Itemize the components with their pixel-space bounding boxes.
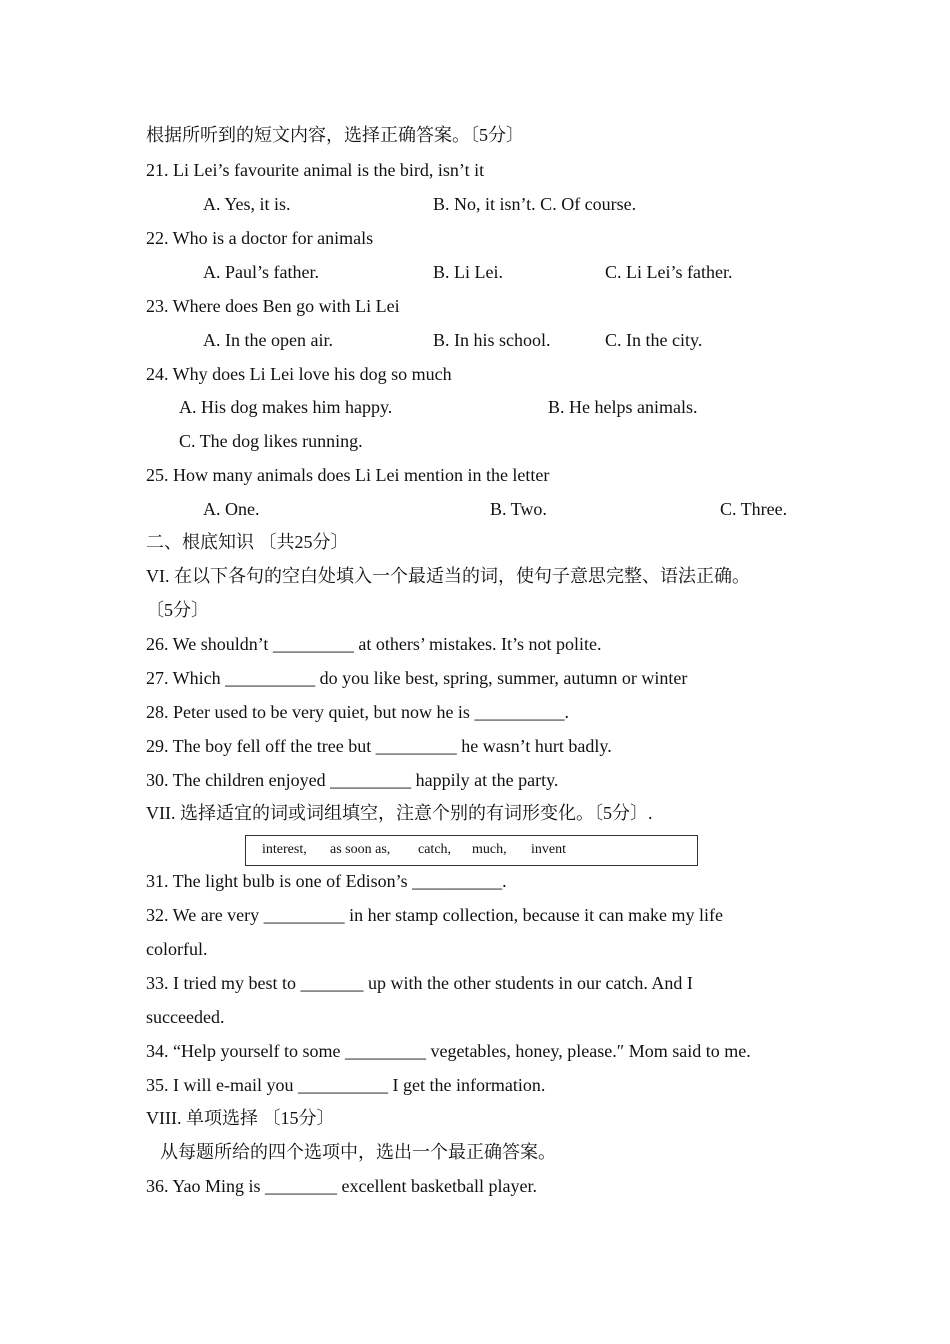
word-bank-item: as soon as, [330,842,391,857]
section-heading: VI. 在以下各句的空白处填入一个最适当的词，使句子意思完整、语法正确。 [146,566,750,586]
question-stem: 25. How many animals does Li Lei mention in the letter [146,465,550,485]
option-b: B. Two. [490,499,547,519]
question-stem: 22. Who is a doctor for animals [146,228,374,248]
word-bank-item: much, [472,842,507,857]
word-bank-item: invent [531,842,566,857]
fill-blank-item: 26. We shouldn’t _________ at others’ mistakes. It’s not polite. [146,634,602,654]
option-c: C. Li Lei’s father. [605,262,733,282]
fill-blank-continuation: succeeded. [146,1007,225,1027]
option-a: A. Paul’s father. [203,262,319,282]
option-a: A. His dog makes him happy. [179,397,393,417]
fill-blank-item: 35. I will e-mail you __________ I get the information. [146,1075,546,1095]
option-a: A. One. [203,499,260,519]
section-heading: VII. 选择适宜的词或词组填空，注意个别的有词形变化。〔5分〕. [146,803,653,823]
fill-blank-item: 28. Peter used to be very quiet, but now he is __________. [146,702,569,722]
choice-item: 36. Yao Ming is ________ excellent basketball player. [146,1176,537,1196]
part-title: 二、根底知识 〔共25分〕 [146,532,349,552]
listening-instruction: 根据所听到的短文内容，选择正确答案。〔5分〕 [146,125,524,145]
fill-blank-item: 27. Which __________ do you like best, spring, summer, autumn or winter [146,668,688,688]
question-stem: 21. Li Lei’s favourite animal is the bird, isn’t it [146,160,485,180]
fill-blank-item: 29. The boy fell off the tree but _________ he wasn’t hurt badly. [146,736,612,756]
fill-blank-item: 34. “Help yourself to some _________ vegetables, honey, please.″ Mom said to me. [146,1041,751,1061]
fill-blank-item: 31. The light bulb is one of Edison’s __________. [146,871,507,891]
option-a: A. Yes, it is. [203,194,291,214]
section-heading: VIII. 单项选择 〔15分〕 [146,1108,335,1128]
option-b: B. He helps animals. [548,397,698,417]
option-c: C. The dog likes running. [179,431,363,451]
option-b: B. Li Lei. [433,262,503,282]
word-bank-item: catch, [418,842,452,857]
fill-blank-item: 33. I tried my best to _______ up with the other students in our catch. And I [146,973,693,993]
word-bank-box [245,835,698,866]
question-stem: 24. Why does Li Lei love his dog so much [146,364,452,384]
section-points: 〔5分〕 [146,600,209,620]
option-c: C. In the city. [605,330,703,350]
fill-blank-item: 30. The children enjoyed _________ happily at the party. [146,770,559,790]
option-c: C. Three. [720,499,788,519]
section-instruction: 从每题所给的四个选项中，选出一个最正确答案。 [160,1142,556,1162]
fill-blank-continuation: colorful. [146,939,208,959]
option-a: A. In the open air. [203,330,333,350]
fill-blank-item: 32. We are very _________ in her stamp collection, because it can make my life [146,905,724,925]
word-bank-item: interest, [262,842,307,857]
question-stem: 23. Where does Ben go with Li Lei [146,296,400,316]
option-b: B. No, it isn’t. C. Of course. [433,194,637,214]
option-b: B. In his school. [433,330,551,350]
